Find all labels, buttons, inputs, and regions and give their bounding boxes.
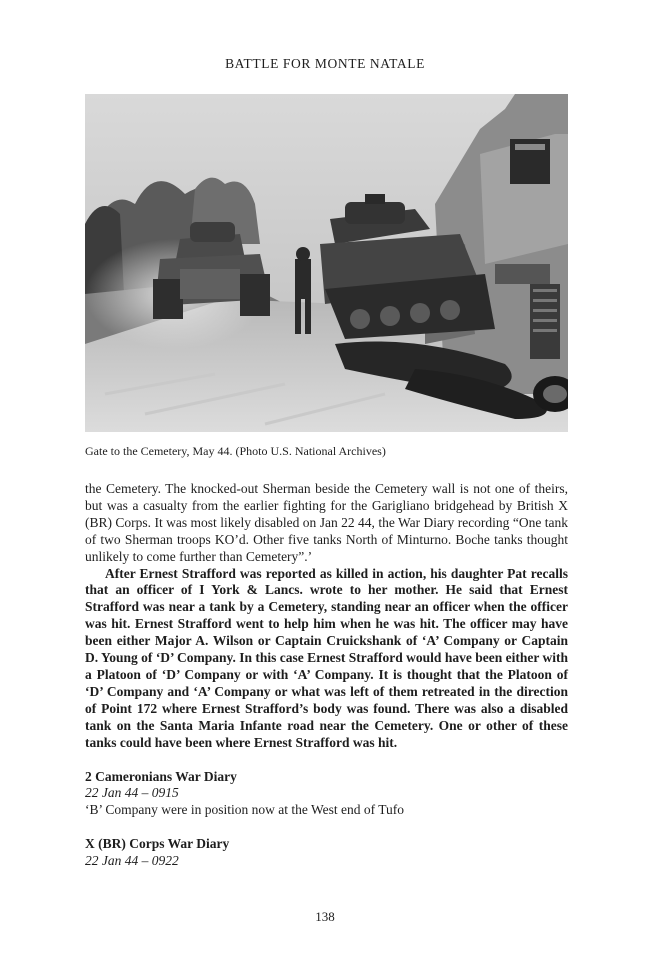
paragraph-2: After Ernest Strafford was reported as killed in action, his daughter Pat recalls that an officer of I York & Lancs. wrote to her mother. He said that Ernest Strafford was near a tank by a Cemetery, standing near an officer when the officer was hit. Ernest Strafford went to help him when he was hit. The officer may have been either Major A. Wilson or Captain Cruickshank of ‘A’ Company or Captain D. Young of ‘D’ Company. In this case Ernest Strafford would have been either with a Platoon of ‘D’ Company or with ‘A’ Company. It is thought that the Platoon of ‘D’ Company and ‘A’ Company or what was left of them retreated in the direction of Point 172 where Ernest Strafford’s body was found. There was also a disabled tank on the Santa Maria Infante road near the Cemetery. One or other of these tanks could have been where Ernest Strafford was hit. [85, 565, 568, 750]
page-number: 138 [315, 909, 335, 924]
running-head: BATTLE FOR MONTE NATALE [225, 56, 425, 71]
entry-date-1: 22 Jan 44 – 0915 [85, 785, 179, 801]
photo-illustration [85, 94, 568, 432]
body-text [85, 481, 568, 870]
entry-date-2: 22 Jan 44 – 0922 [85, 853, 179, 869]
entry-heading-2: X (BR) Corps War Diary [85, 836, 230, 852]
paragraph-1: the Cemetery. The knocked-out Sherman beside the Cemetery wall is not one of theirs, but was a casualty from the earlier fighting for the Garigliano bridgehead by British X (BR) Corps. It was most likely disabled on Jan 22 44, the War Diary recording “One tank of two Sherman troops KO’d. Other five tanks North of Minturno. Boche tanks thought unlikely to come further than Cemetery”.’ [85, 481, 568, 564]
photo-caption: Gate to the Cemetery, May 44. (Photo U.S. National Archives) [85, 444, 386, 458]
entry-heading-1: 2 Cameronians War Diary [85, 768, 237, 784]
entry-text-1: ‘B’ Company were in position now at the West end of Tufo [85, 802, 405, 818]
photo-tanks-cemetery [85, 94, 568, 432]
